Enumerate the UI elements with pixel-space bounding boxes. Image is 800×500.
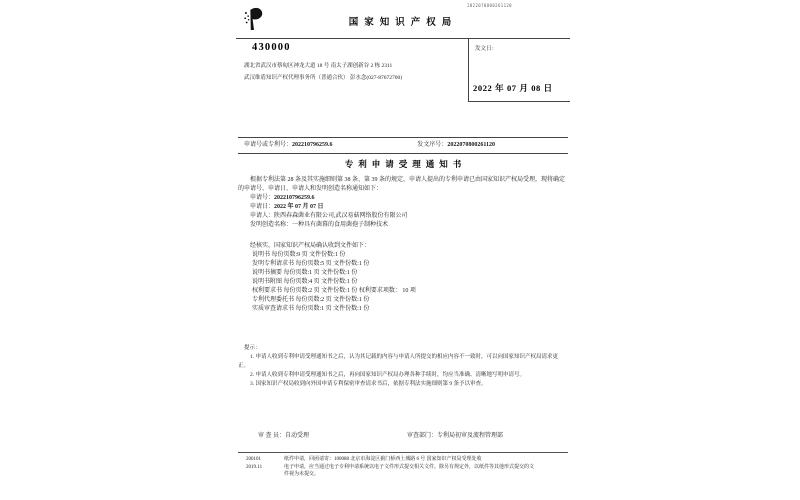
application-number-value: 202210796259.6 [292, 142, 333, 148]
received-documents-intro: 经核实，国家知识产权局确认收到文件如下： [250, 243, 371, 249]
notes-title: 提示： [244, 345, 261, 351]
received-document-item: 实质审查请求书 每份页数:1 页 文件份数:1 份 [252, 306, 370, 312]
serial-number-cell [417, 141, 568, 150]
form-footer [238, 452, 568, 479]
intro-paragraph: 根据专利法第 28 条及其实施细则第 38 条、第 39 条的规定，申请人提出的专利申请已由国家知识产权局受理，现将确定的申请号、申请日、申请人和发明创造名称通知如下： [238, 177, 566, 192]
footer-row [238, 464, 568, 478]
field-value: 陕西春森菌业有限公司,武汉易菇网络股份有限公司 [274, 213, 408, 219]
received-document-item: 专利代理委托书 每份页数:2 页 文件份数:1 份 [252, 297, 370, 303]
received-document-item: 说明书 每份页数:9 页 文件份数:1 份 [252, 252, 346, 258]
form-code: 200101 [246, 457, 261, 462]
document-numbers-row [238, 137, 568, 154]
examiner-value: 自动受理 [285, 433, 310, 439]
barcode-serial-text: 2022070800261120 [467, 3, 512, 8]
department-label: 审查部门： [407, 433, 438, 439]
note-item: 1. 申请人收到专利申请受理通知书之后，认为其记载的内容与申请人所提交的相应内容不一致时，可以向国家知识产权局请求更正。 [238, 354, 559, 369]
dispatch-date-label: 发文日： [475, 46, 498, 52]
note-item: 2. 申请人收到专利申请受理通知书之后，再向国家知识产权局办理各种手续时，均应当准确、清晰地写明申请号。 [250, 372, 526, 378]
footer-text: 纸件申请，回函请寄：100088 北京市海淀区蓟门桥西土城路 6 号 国家知识产权局受理处收 [284, 457, 482, 462]
notice-title: 专利申请受理通知书 [344, 159, 467, 169]
signoff-row [230, 430, 570, 440]
postal-code: 430000 [252, 42, 291, 53]
received-document-item: 权利要求书 每份页数:2 页 文件份数:1 份 权利要求项数： 10 项 [252, 288, 416, 294]
dispatch-date-value: 2022 年 07 月 08 日 [473, 83, 553, 93]
department-value: 专利局初审及流程管理部 [437, 433, 504, 439]
footer-row [238, 456, 568, 463]
application-number-cell [244, 141, 417, 150]
patent-notice-page [230, 0, 570, 500]
field-value: 2022 年 07 月 07 日 [274, 204, 324, 210]
note-item: 3. 国家知识产权局收到向外国申请专利保密审查请求书后，依据专利法实施细则第 9 条予以审查。 [250, 381, 487, 387]
field-label: 申请人： [250, 213, 275, 219]
field-application-number [238, 194, 568, 203]
field-invention-title [238, 221, 568, 230]
recipient-address [244, 60, 469, 84]
agency-title: 国家知识产权局 [348, 18, 458, 28]
examiner-cell [258, 430, 309, 439]
field-label: 申请号： [250, 195, 275, 201]
received-document-item: 说明书附图 每份页数:4 页 文件份数:1 份 [252, 279, 358, 285]
field-label: 发明创造名称： [250, 222, 293, 228]
received-document-item: 发明专利请求书 每份页数:5 页 文件份数:1 份 [252, 261, 370, 267]
footer-text: 电子申请，应当通过电子专利申请系统以电子文件形式提交相关文件。除另有规定外，以纸件等其他形式提交的文件视为未提交。 [284, 465, 535, 477]
department-cell [407, 430, 503, 439]
field-applicant [238, 212, 568, 221]
field-label: 申请日： [250, 204, 275, 210]
field-application-date [238, 203, 568, 212]
received-document-item: 说明书摘要 每份页数:1 页 文件份数:1 份 [252, 270, 358, 276]
examiner-label: 审 查 员： [258, 433, 286, 439]
notes-section [238, 344, 568, 389]
recipient-address-line1: 湖北省武汉市蔡甸区神龙大道 18 号 南太子湖创新谷 2 栋 2311 [244, 63, 393, 69]
notice-body [238, 137, 568, 389]
application-number-label: 申请号或专利号： [244, 142, 293, 148]
serial-number-value: 2022070800261120 [447, 142, 495, 148]
dispatch-date-box [468, 38, 570, 102]
field-value: 202210796259.6 [274, 195, 315, 201]
form-revision-code: 2019.11 [246, 465, 263, 470]
recipient-address-line2: 武汉维盾知识产权代理事务所（普通合伙） 彭水念(027-87672700) [244, 75, 403, 81]
field-value: 一种具有菌幕的食用菌孢子制种技术 [292, 222, 389, 228]
serial-number-label: 发文序号： [417, 142, 448, 148]
